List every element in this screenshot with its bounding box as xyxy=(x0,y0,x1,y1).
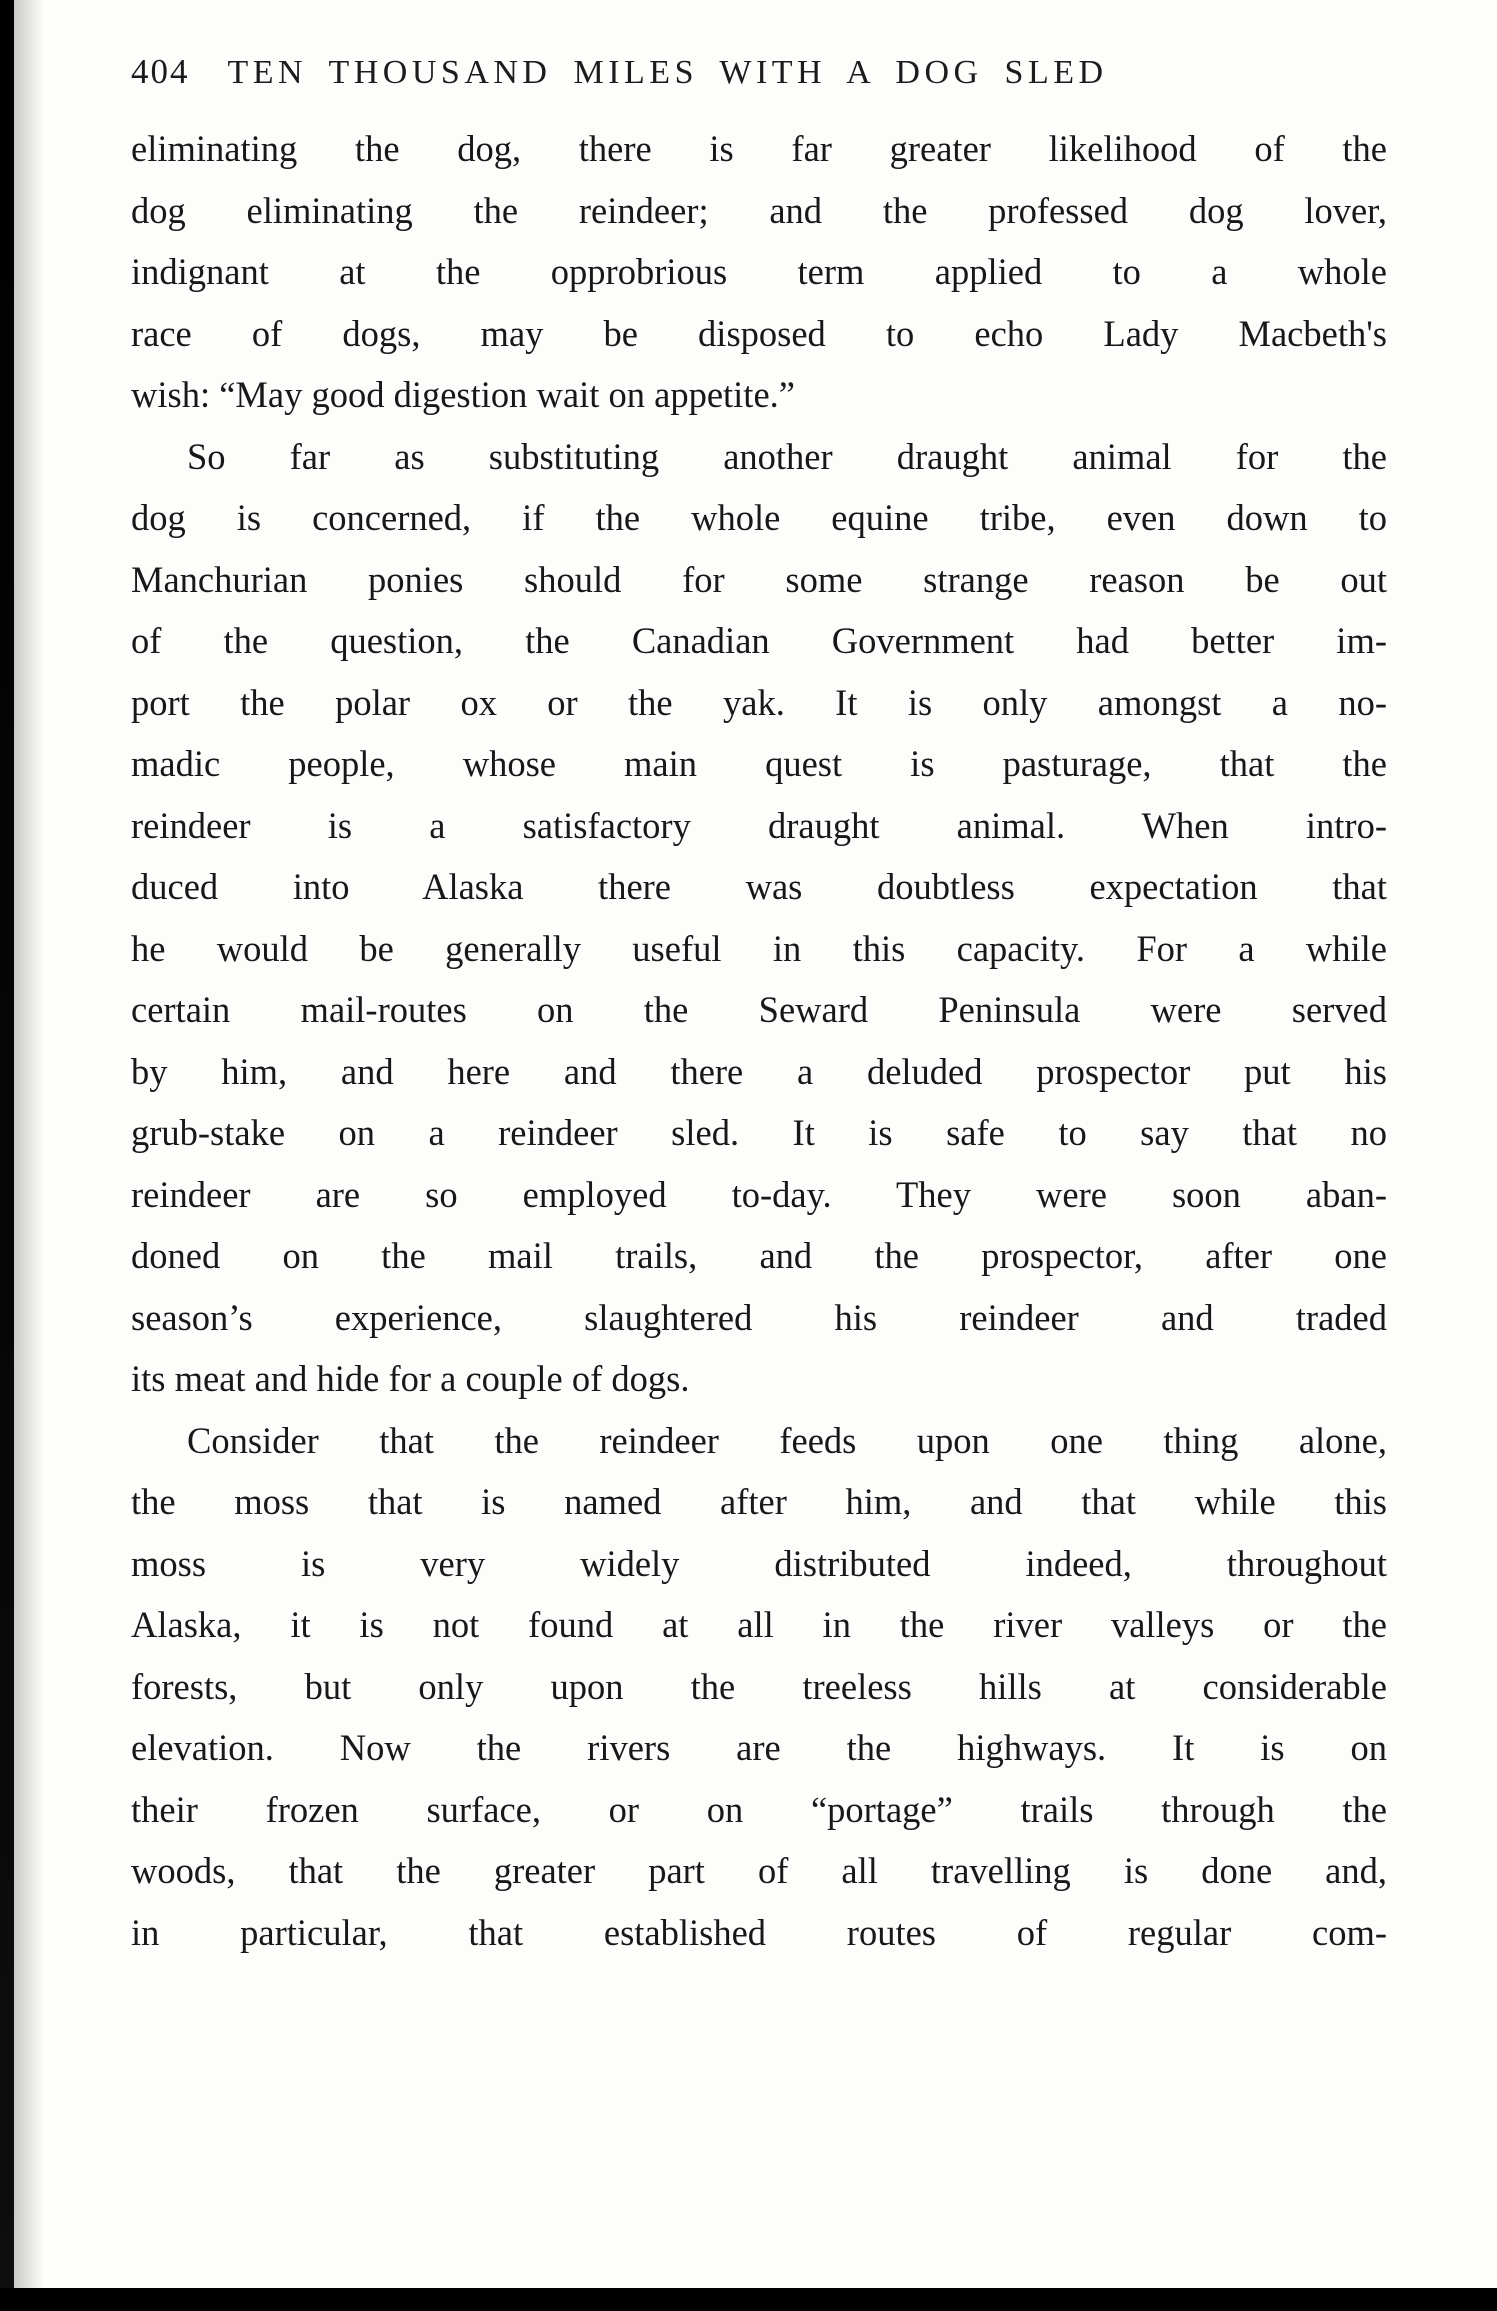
text-line: madic people, whose main quest is pasturage, that the xyxy=(131,743,1387,784)
text-line: duced into Alaska there was doubtless expectation that xyxy=(131,866,1387,907)
text-line: grub-stake on a reindeer sled. It is safe to say that no xyxy=(131,1112,1387,1153)
text-line: wish: “May good digestion wait on appetite.” xyxy=(131,374,795,415)
text-line: moss is very widely distributed indeed, throughout xyxy=(131,1542,1387,1584)
text-line: of the question, the Canadian Government had better im- xyxy=(131,620,1387,661)
text-line: elevation. Now the rivers are the highways. It is on xyxy=(131,1727,1387,1768)
text-line: season’s experience, slaughtered his reindeer and traded xyxy=(131,1296,1387,1338)
binding-shadow-fade xyxy=(14,0,44,2311)
text-line: reindeer is a satisfactory draught animal. When intro- xyxy=(131,804,1387,846)
paragraph xyxy=(131,118,1387,426)
paragraph xyxy=(131,426,1387,1410)
text-line: Consider that the reindeer feeds upon one thing alone, xyxy=(187,1419,1387,1461)
text-line: eliminating the dog, there is far greater likelihood of the xyxy=(131,128,1387,169)
text-line: dog eliminating the reindeer; and the professed dog lover, xyxy=(131,189,1387,231)
text-line: its meat and hide for a couple of dogs. xyxy=(131,1358,690,1399)
page-number: 404 xyxy=(131,52,190,91)
text-line: race of dogs, may be disposed to echo Lady Macbeth's xyxy=(131,312,1387,354)
text-line: Manchurian ponies should for some strange reason be out xyxy=(131,558,1387,600)
text-line: indignant at the opprobrious term applied to a whole xyxy=(131,251,1387,292)
text-line: their frozen surface, or on “portage” trails through the xyxy=(131,1788,1387,1830)
text-line: in particular, that established routes of regular com- xyxy=(131,1911,1387,1953)
page-header xyxy=(131,52,1387,92)
page-content xyxy=(131,52,1387,1963)
text-line: dog is concerned, if the whole equine tribe, even down to xyxy=(131,497,1387,538)
scan-edge-bottom xyxy=(0,2288,1497,2311)
text-line: the moss that is named after him, and that while this xyxy=(131,1481,1387,1522)
text-line: So far as substituting another draught animal for the xyxy=(187,435,1387,477)
text-line: port the polar ox or the yak. It is only amongst a no- xyxy=(131,681,1387,723)
text-line: certain mail-routes on the Seward Peninsula were served xyxy=(131,989,1387,1030)
text-line: by him, and here and there a deluded prospector put his xyxy=(131,1050,1387,1092)
text-line: woods, that the greater part of all travelling is done and, xyxy=(131,1850,1387,1891)
binding-shadow xyxy=(0,0,14,2311)
running-title: TEN THOUSAND MILES WITH A DOG SLED xyxy=(227,54,1108,91)
paragraph xyxy=(131,1410,1387,1964)
text-line: reindeer are so employed to-day. They were soon aban- xyxy=(131,1173,1387,1215)
text-line: Alaska, it is not found at all in the river valleys or the xyxy=(131,1604,1387,1645)
text-line: doned on the mail trails, and the prospector, after one xyxy=(131,1235,1387,1276)
text-line: forests, but only upon the treeless hills at considerable xyxy=(131,1665,1387,1707)
text-line: he would be generally useful in this capacity. For a while xyxy=(131,927,1387,969)
body-text xyxy=(131,118,1387,1963)
